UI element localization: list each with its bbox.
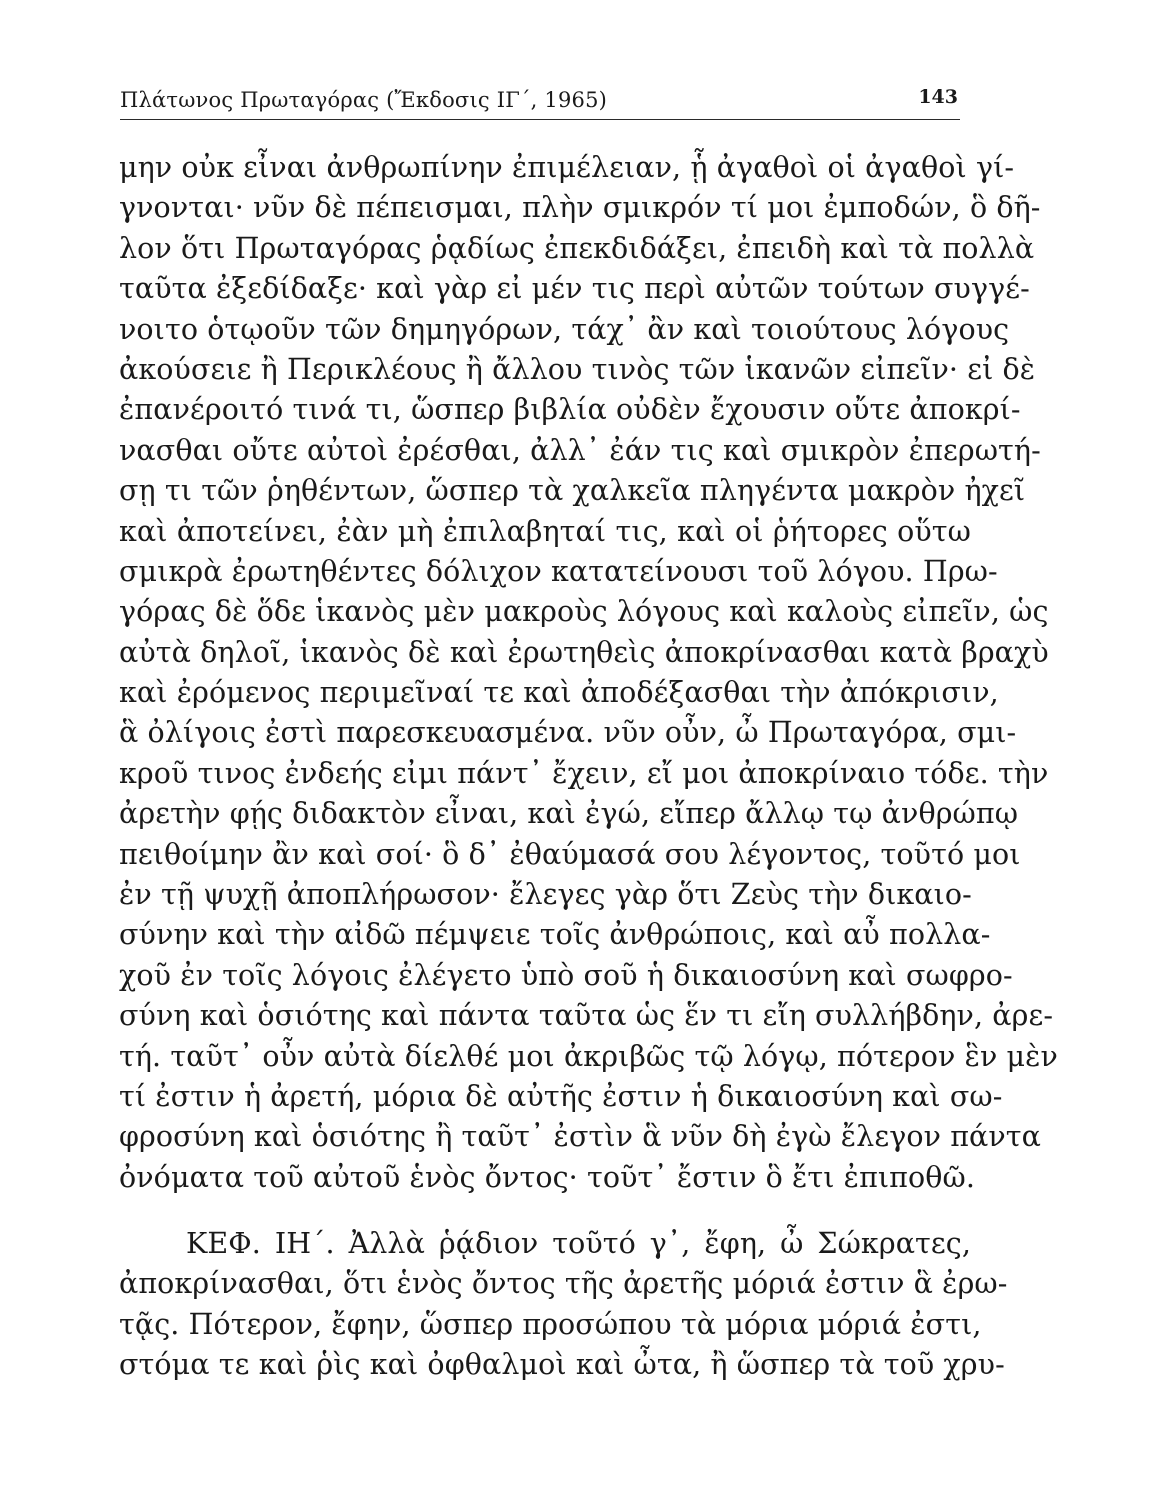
text-line: τή. ταῦτ᾽ οὖν αὐτὰ δίελθέ μοι ἀκριβῶς τῷ λόγῳ, πότερον ἓν μὲν [119, 1039, 1058, 1073]
text-line: σύνη καὶ ὁσιότης καὶ πάντα ταῦτα ὡς ἕν τι εἴη συλλήβδην, ἀρε- [119, 999, 1054, 1033]
text-line: ἐπανέροιτό τινά τι, ὥσπερ βιβλία οὐδὲν ἔχουσιν οὔτε ἀποκρί- [119, 393, 1021, 427]
text-line: ἀρετὴν φῄς διδακτὸν εἶναι, καὶ ἐγώ, εἴπερ ἄλλῳ τῳ ἀνθρώπῳ [119, 797, 1019, 831]
text-line: σῃ τι τῶν ῥηθέντων, ὥσπερ τὰ χαλκεῖα πληγέντα μακρὸν ἠχεῖ [119, 474, 1026, 508]
text-line: ἀποκρίνασθαι, ὅτι ἑνὸς ὄντος τῆς ἀρετῆς μόριά ἐστιν ἃ ἐρω- [119, 1267, 1008, 1301]
text-line: φροσύνη καὶ ὁσιότης ἢ ταῦτ᾽ ἐστὶν ἃ νῦν δὴ ἐγὼ ἔλεγον πάντα [119, 1120, 1042, 1154]
text-line: κροῦ τινος ἐνδεής εἰμι πάντ᾽ ἔχειν, εἴ μοι ἀποκρίναιο τόδε. τὴν [119, 756, 1049, 790]
text-line: νοιτο ὁτῳοῦν τῶν δημηγόρων, τάχ᾽ ἂν καὶ τοιούτους λόγους [119, 312, 1010, 346]
text-line: πειθοίμην ἂν καὶ σοί· ὃ δ᾽ ἐθαύμασά σου λέγοντος, τοῦτό μοι [119, 837, 1021, 871]
text-line: νασθαι οὔτε αὐτοὶ ἐρέσθαι, ἀλλ᾽ ἐάν τις καὶ σμικρὸν ἐπερωτή- [119, 433, 1041, 467]
text-line: ταῦτα ἐξεδίδαξε· καὶ γὰρ εἰ μέν τις περὶ αὐτῶν τούτων συγγέ- [119, 272, 1030, 306]
text-line: ὀνόματα τοῦ αὐτοῦ ἑνὸς ὄντος· τοῦτ᾽ ἔστιν ὃ ἔτι ἐπιποθῶ. [119, 1160, 976, 1194]
chapter-heading-line: ΚΕΦ. ΙΗ΄. Ἀλλὰ ῥᾴδιον τοῦτό γ᾽, ἔφη, ὦ Σώκρατες, [186, 1227, 971, 1260]
text-line: γόρας δὲ ὅδε ἱκανὸς μὲν μακροὺς λόγους καὶ καλοὺς εἰπεῖν, ὡς [119, 595, 1049, 629]
text-line: ἐν τῇ ψυχῇ ἀποπλήρωσον· ἔλεγες γὰρ ὅτι Ζεὺς τὴν δικαιο- [119, 878, 972, 912]
running-head [120, 86, 960, 122]
running-title: Πλάτωνος Πρωταγόρας (Ἔκδοσις ΙΓ΄, 1965) [120, 88, 608, 112]
text-line: τᾷς. Πότερον, ἔφην, ὥσπερ προσώπου τὰ μόρια μόριά ἐστι, [119, 1307, 982, 1341]
text-line: σμικρὰ ἐρωτηθέντες δόλιχον κατατείνουσι τοῦ λόγου. Πρω- [119, 554, 998, 588]
text-line: καὶ ἐρόμενος περιμεῖναί τε καὶ ἀποδέξασθαι τὴν ἀπόκρισιν, [119, 676, 999, 710]
chapter-section [119, 1224, 1008, 1386]
text-line: μην οὐκ εἶναι ἀνθρωπίνην ἐπιμέλειαν, ᾗ ἀγαθοὶ οἱ ἀγαθοὶ γί- [119, 151, 1015, 184]
text-line: στόμα τε καὶ ῥὶς καὶ ὀφθαλμοὶ καὶ ὦτα, ἢ ὥσπερ τὰ τοῦ χρυ- [119, 1348, 1005, 1382]
text-line: γνονται· νῦν δὲ πέπεισμαι, πλὴν σμικρόν τί μοι ἐμποδών, ὃ δῆ- [119, 191, 1041, 225]
text-line: χοῦ ἐν τοῖς λόγοις ἐλέγετο ὑπὸ σοῦ ἡ δικαιοσύνη καὶ σωφρο- [119, 958, 1013, 992]
text-line: τί ἐστιν ἡ ἀρετή, μόρια δὲ αὐτῆς ἐστιν ἡ δικαιοσύνη καὶ σω- [119, 1079, 1003, 1113]
paragraph-main [119, 148, 1058, 1198]
text-line: ἀκούσειε ἢ Περικλέους ἢ ἄλλου τινὸς τῶν ἱκανῶν εἰπεῖν· εἰ δὲ [119, 352, 1036, 386]
text-line: ἃ ὀλίγοις ἐστὶ παρεσκευασμένα. νῦν οὖν, ὦ Πρωταγόρα, σμι- [119, 716, 1017, 750]
text-line: λον ὅτι Πρωταγόρας ῥᾳδίως ἐπεκδιδάξει, ἐπειδὴ καὶ τὰ πολλὰ [119, 231, 1035, 265]
text-line: σύνην καὶ τὴν αἰδῶ πέμψειε τοῖς ἀνθρώποις, καὶ αὖ πολλα- [119, 918, 991, 952]
text-line: καὶ ἀποτείνει, ἐὰν μὴ ἐπιλαβηταί τις, καὶ οἱ ῥήτορες οὕτω [119, 514, 971, 548]
header-rule [120, 119, 960, 120]
page-number: 143 [918, 86, 958, 108]
text-line: αὐτὰ δηλοῖ, ἱκανὸς δὲ καὶ ἐρωτηθεὶς ἀποκρίνασθαι κατὰ βραχὺ [119, 635, 1049, 669]
